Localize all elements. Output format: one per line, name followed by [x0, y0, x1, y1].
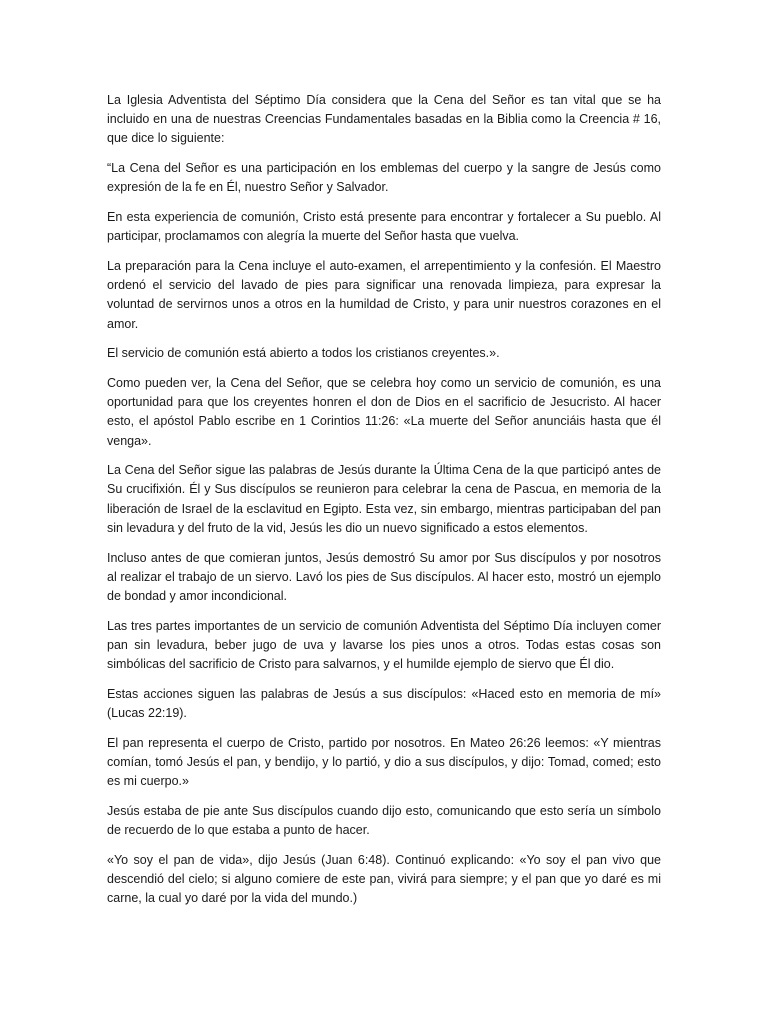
paragraph-6: Como pueden ver, la Cena del Señor, que se celebra hoy como un servicio de comunión, es una oportunidad para que los creyentes honren el don de Dios en el sacrificio de Jesucristo. Al hacer esto, el apóstol Pablo escribe en 1 Corintios 11:26: «La muerte del Señor anunciáis hasta que él venga».: [107, 375, 661, 448]
paragraph-11: El pan representa el cuerpo de Cristo, partido por nosotros. En Mateo 26:26 leemos: «Y mientras comían, tomó Jesús el pan, y bendijo, y lo partió, y dio a sus discípulos, y dijo: Tomad, comed; esto es mi cuerpo.»: [107, 735, 661, 789]
paragraph-2: “La Cena del Señor es una participación en los emblemas del cuerpo y la sangre de Jesús como expresión de la fe en Él, nuestro Señor y Salvador.: [107, 161, 661, 195]
paragraph-3: En esta experiencia de comunión, Cristo está presente para encontrar y fortalecer a Su pueblo. Al participar, proclamamos con alegría la muerte del Señor hasta que vuelva.: [107, 210, 661, 244]
paragraph-9: Las tres partes importantes de un servicio de comunión Adventista del Séptimo Día incluyen comer pan sin levadura, beber jugo de uva y lavarse los pies unos a otros. Todas estas cosas son simbólicas del sacrificio de Cristo para salvarnos, y el humilde ejemplo de siervo que Él dio.: [107, 618, 661, 672]
paragraph-13: «Yo soy el pan de vida», dijo Jesús (Juan 6:48). Continuó explicando: «Yo soy el pan vivo que descendió del cielo; si alguno comiere de este pan, vivirá para siempre; y el pan que yo daré es mi carne, la cual yo daré por la vida del mundo.): [107, 852, 661, 906]
paragraph-4: La preparación para la Cena incluye el auto-examen, el arrepentimiento y la confesión. El Maestro ordenó el servicio del lavado de pies para significar una renovada limpieza, para expresar la voluntad de servirnos unos a otros en la humildad de Cristo, y para unir nuestros corazones en el amor.: [107, 258, 661, 331]
paragraph-10: Estas acciones siguen las palabras de Jesús a sus discípulos: «Haced esto en memoria de mí» (Lucas 22:19).: [107, 686, 661, 720]
document-body: [107, 91, 661, 919]
paragraph-7: La Cena del Señor sigue las palabras de Jesús durante la Última Cena de la que participó antes de Su crucifixión. Él y Sus discípulos se reunieron para celebrar la cena de Pascua, en memoria de la liberación de Israel de la esclavitud en Egipto. Esta vez, sin embargo, mientras participaban del pan sin levadura y del fruto de la vid, Jesús les dio un nuevo significado a estos elementos.: [107, 463, 661, 535]
paragraph-1: La Iglesia Adventista del Séptimo Día considera que la Cena del Señor es tan vital que se ha incluido en una de nuestras Creencias Fundamentales basadas en la Biblia como la Creencia # 16, que dice lo siguiente:: [107, 93, 661, 146]
paragraph-8: Incluso antes de que comieran juntos, Jesús demostró Su amor por Sus discípulos y por nosotros al realizar el trabajo de un siervo. Lavó los pies de Sus discípulos. Al hacer esto, mostró un ejemplo de bondad y amor incondicional.: [107, 550, 661, 603]
paragraph-12: Jesús estaba de pie ante Sus discípulos cuando dijo esto, comunicando que esto sería un símbolo de recuerdo de lo que estaba a punto de hacer.: [107, 803, 661, 837]
paragraph-5: El servicio de comunión está abierto a todos los cristianos creyentes.».: [107, 346, 500, 361]
